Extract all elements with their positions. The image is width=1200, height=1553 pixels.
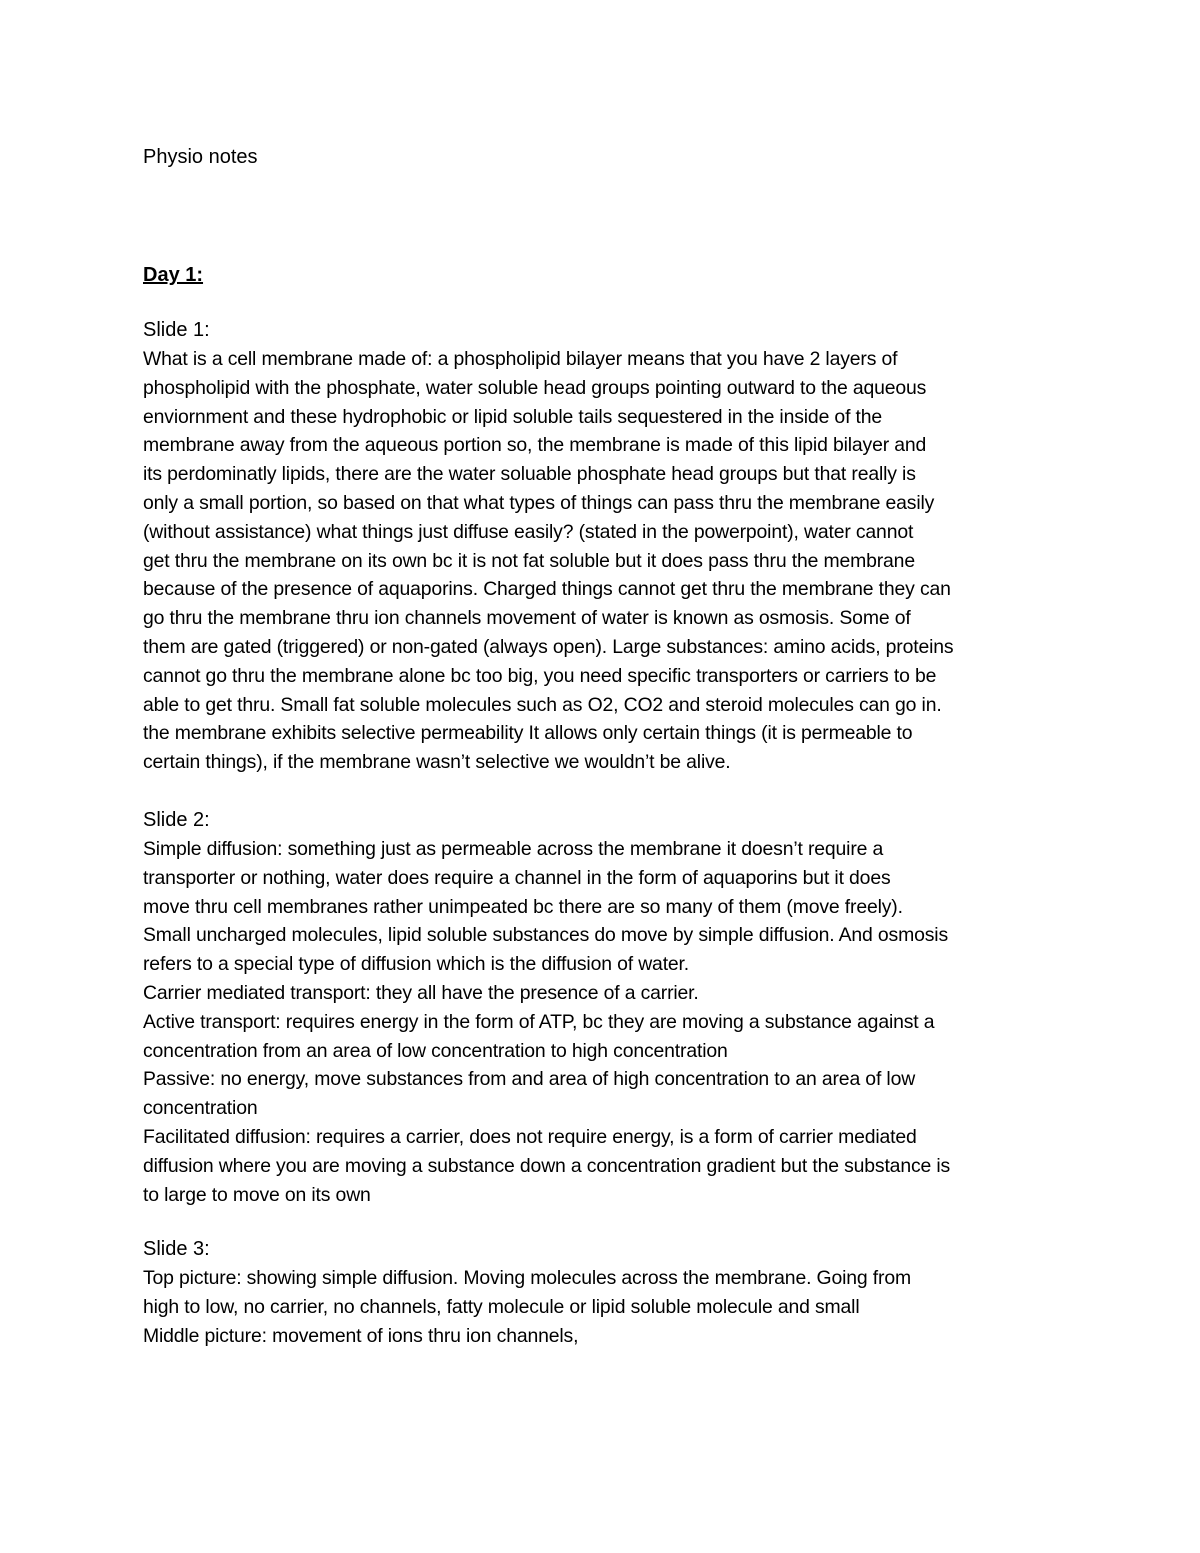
slide-heading: Slide 3:: [143, 1238, 210, 1260]
text-line: Simple diffusion: something just as permeable across the membrane it doesn’t require a: [143, 838, 884, 860]
text-line: What is a cell membrane made of: a phospholipid bilayer means that you have 2 layers of: [143, 348, 898, 370]
text-line: membrane away from the aqueous portion so, the membrane is made of this lipid bilayer and: [143, 434, 927, 457]
text-line: its perdominatly lipids, there are the water soluable phosphate head groups but that really is: [143, 463, 916, 486]
text-line: Small uncharged molecules, lipid soluble substances do move by simple diffusion. And osmosis: [143, 924, 948, 947]
text-line: refers to a special type of diffusion which is the diffusion of water.: [143, 953, 690, 976]
text-line: high to low, no carrier, no channels, fatty molecule or lipid soluble molecule and small: [143, 1295, 860, 1318]
text-line: (without assistance) what things just diffuse easily? (stated in the powerpoint), water cannot: [143, 520, 914, 543]
text-line: the membrane exhibits selective permeability It allows only certain things (it is permeable to: [143, 722, 913, 745]
text-line: only a small portion, so based on that what types of things can pass thru the membrane easily: [143, 491, 935, 514]
text-line: Middle picture: movement of ions thru ion channels,: [143, 1324, 579, 1347]
text-line: to large to move on its own: [143, 1183, 371, 1206]
day-heading: Day 1:: [143, 264, 204, 286]
text-line: phospholipid with the phosphate, water soluble head groups pointing outward to the aqueous: [143, 376, 927, 399]
text-line: diffusion where you are moving a substance down a concentration gradient but the substance is: [143, 1154, 951, 1177]
slide-heading: Slide 1:: [143, 319, 210, 341]
text-line: cannot go thru the membrane alone bc too big, you need specific transporters or carriers to be: [143, 664, 937, 687]
text-line: get thru the membrane on its own bc it is not fat soluble but it does pass thru the membrane: [143, 549, 915, 572]
text-line: go thru the membrane thru ion channels movement of water is known as osmosis. Some of: [143, 607, 911, 630]
text-line: concentration: [143, 1097, 258, 1120]
text-line: Passive: no energy, move substances from and area of high concentration to an area of low: [143, 1068, 916, 1091]
slide-section: [143, 316, 1083, 777]
text-line: Active transport: requires energy in the form of ATP, bc they are moving a substance against a: [143, 1010, 935, 1033]
slide-heading: Slide 2:: [143, 809, 210, 831]
text-line: them are gated (triggered) or non-gated (always open). Large substances: amino acids, proteins: [143, 635, 954, 658]
text-line: Carrier mediated transport: they all have the presence of a carrier.: [143, 981, 699, 1004]
text-line: Facilitated diffusion: requires a carrier, does not require energy, is a form of carrier mediated: [143, 1125, 917, 1148]
text-line: transporter or nothing, water does require a channel in the form of aquaporins but it does: [143, 866, 891, 889]
text-line: move thru cell membranes rather unimpeated bc there are so many of them (move freely).: [143, 895, 903, 918]
slide-section: [143, 806, 1083, 1209]
slide-section: [143, 1235, 1083, 1350]
text-line: able to get thru. Small fat soluble molecules such as O2, CO2 and steroid molecules can go in.: [143, 693, 942, 716]
text-line: because of the presence of aquaporins. Charged things cannot get thru the membrane they can: [143, 578, 951, 601]
text-line: concentration from an area of low concentration to high concentration: [143, 1039, 728, 1062]
text-line: certain things), if the membrane wasn’t selective we wouldn’t be alive.: [143, 751, 731, 774]
document-title: Physio notes: [143, 146, 258, 168]
text-line: enviornment and these hydrophobic or lipid soluble tails sequestered in the inside of the: [143, 405, 883, 428]
text-line: Top picture: showing simple diffusion. Moving molecules across the membrane. Going from: [143, 1267, 911, 1289]
